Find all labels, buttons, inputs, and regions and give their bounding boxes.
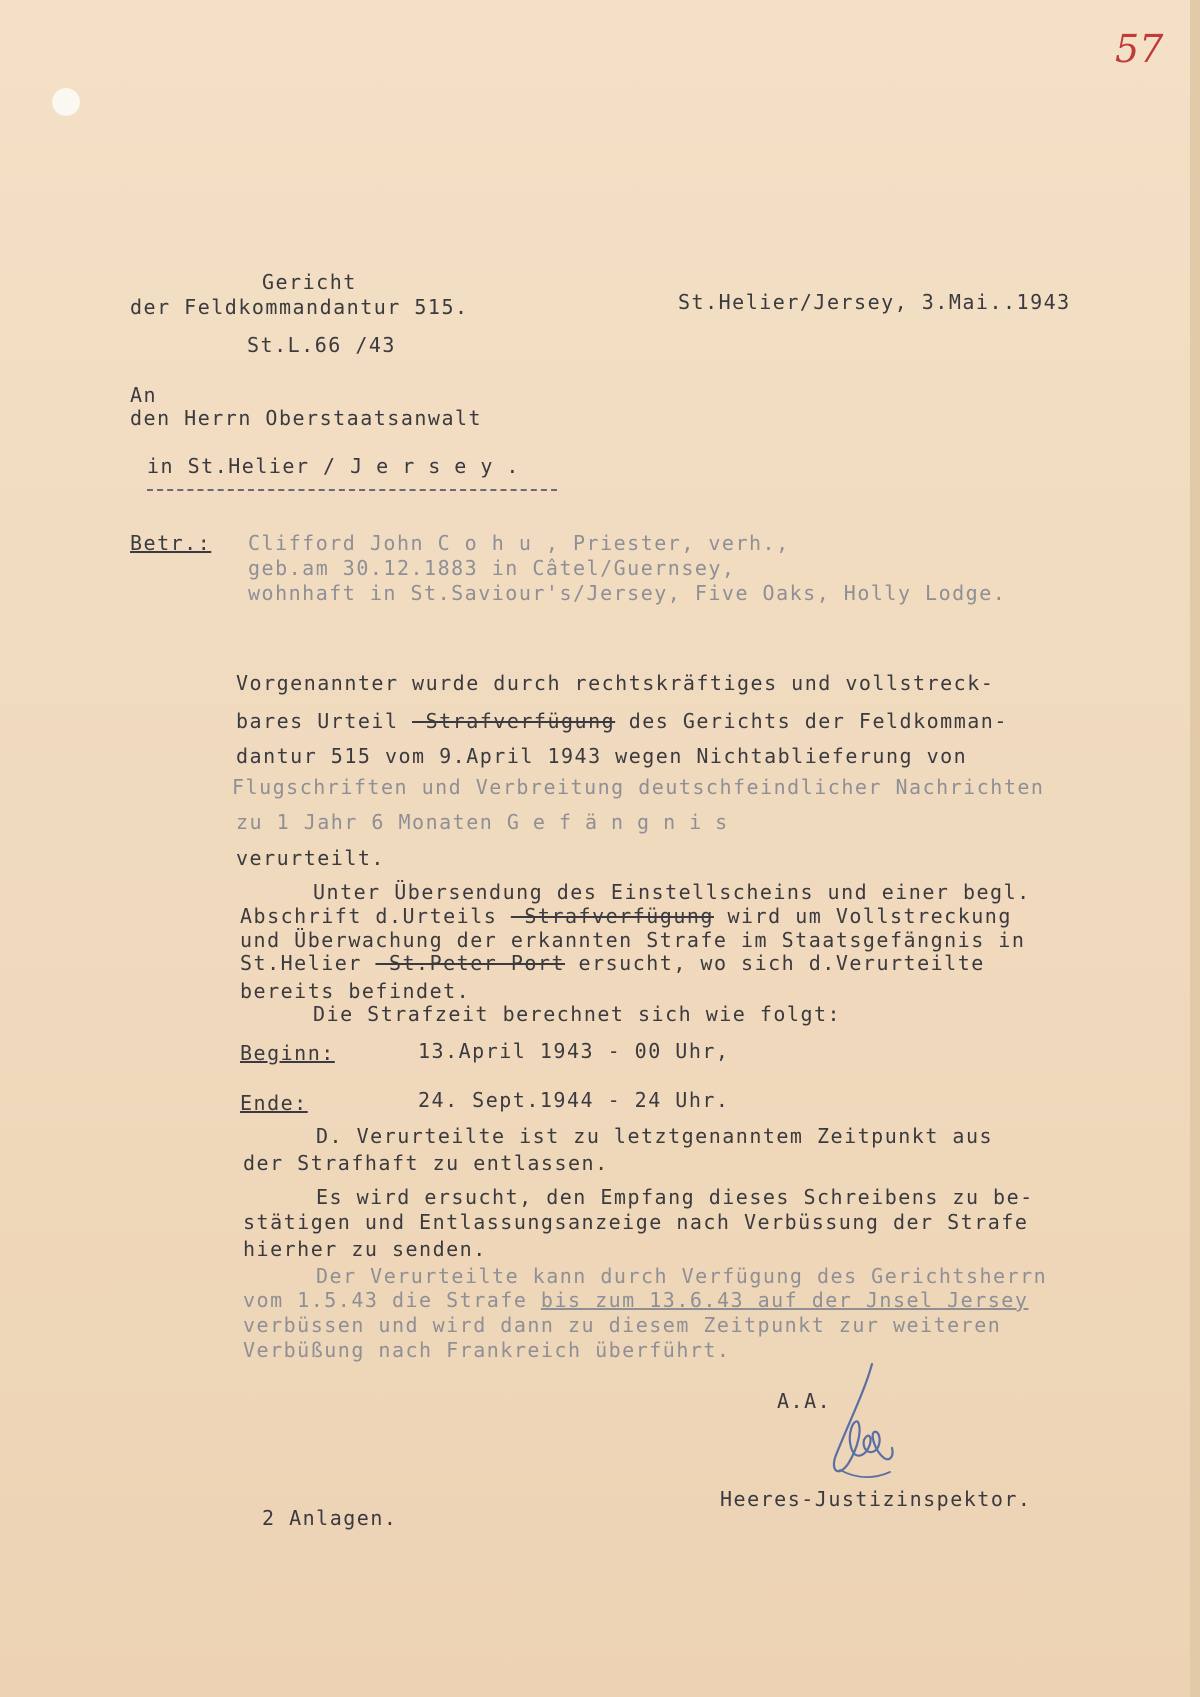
- struck-text-strafverfuegung-2: -Strafverfügung: [510, 904, 714, 928]
- ende-value: 24. Sept.1944 - 24 Uhr.: [418, 1088, 730, 1112]
- court-name-line2: der Feldkommandantur 515.: [130, 295, 469, 319]
- paragraph5-line1: Es wird ersucht, den Empfang dieses Schreibens zu be-: [316, 1185, 1034, 1209]
- paragraph1-line2: [236, 711, 1008, 731]
- paragraph6-line3: verbüssen und wird dann zu diesem Zeitpunkt zur weiteren: [243, 1313, 1002, 1337]
- paragraph2-line2-start: Abschrift d.Urteils: [240, 904, 511, 928]
- paragraph2-line1: Unter Übersendung des Einstellscheins und einer begl.: [313, 880, 1031, 904]
- paragraph3-line1: Die Strafzeit berechnet sich wie folgt:: [313, 1002, 842, 1026]
- paragraph6-line1: Der Verurteilte kann durch Verfügung des Gerichtsherrn: [316, 1264, 1048, 1288]
- enclosures: 2 Anlagen.: [262, 1506, 398, 1530]
- paragraph2-line4-end: ersucht, wo sich d.Verurteilte: [565, 951, 985, 975]
- recipient-period: .: [506, 454, 520, 478]
- paragraph2-line2-end: wird um Vollstreckung: [713, 904, 1012, 928]
- subject-label: Betr.:: [130, 531, 212, 555]
- reference-number: St.L.66 /43: [247, 333, 396, 357]
- handwritten-signature: [810, 1360, 910, 1490]
- subject-line3: wohnhaft in St.Saviour's/Jersey, Five Oaks, Holly Lodge.: [248, 581, 1007, 605]
- paragraph1-line6: verurteilt.: [236, 846, 385, 870]
- subject-line1: Clifford John C o h u , Priester, verh.,: [248, 531, 790, 555]
- paragraph1-line2-start: bares Urteil: [236, 709, 413, 733]
- recipient-line2: den Herrn Oberstaatsanwalt: [130, 406, 483, 430]
- punch-hole: [52, 88, 80, 116]
- paragraph2-line4-start: St.Helier: [240, 951, 376, 975]
- struck-text-st-peter-port: -St.Peter Port: [375, 951, 565, 975]
- recipient-city: in St.Helier /: [147, 454, 351, 478]
- paragraph1-line3: dantur 515 vom 9.April 1943 wegen Nichtablieferung von: [236, 744, 968, 768]
- page-edge: [1190, 0, 1200, 1697]
- paragraph6-line2: [243, 1290, 1028, 1310]
- underlined-period-jersey: bis zum 13.6.43 auf der Jnsel Jersey: [540, 1288, 1029, 1312]
- sentence-type: Gefängnis: [506, 810, 742, 834]
- recipient-line1: An: [130, 383, 158, 407]
- place-date: St.Helier/Jersey, 3.Mai..1943: [678, 290, 1071, 314]
- sentence-length: zu 1 Jahr 6 Monaten: [236, 810, 507, 834]
- paragraph2-line5: bereits befindet.: [240, 979, 471, 1003]
- address-dash-rule: [147, 489, 557, 491]
- recipient-island: Jersey: [350, 454, 507, 478]
- paragraph5-line2: stätigen und Entlassungsanzeige nach Verbüssung der Strafe: [243, 1210, 1029, 1234]
- signatory-title: Heeres-Justizinspektor.: [720, 1487, 1032, 1511]
- paragraph4-line2: der Strafhaft zu entlassen.: [243, 1151, 609, 1175]
- paragraph4-line1: D. Verurteilte ist zu letztgenanntem Zeitpunkt aus: [316, 1124, 994, 1148]
- beginn-value: 13.April 1943 - 00 Uhr,: [418, 1039, 730, 1063]
- paragraph1-line4: Flugschriften und Verbreitung deutschfeindlicher Nachrichten: [232, 775, 1045, 799]
- paragraph2-line2: [240, 906, 1012, 926]
- paragraph6-line4: Verbüßung nach Frankreich überführt.: [243, 1338, 731, 1362]
- folio-number: 57: [1115, 27, 1164, 71]
- subject-line2: geb.am 30.12.1883 in Câtel/Guernsey,: [248, 556, 736, 580]
- ende-label: Ende:: [240, 1091, 308, 1115]
- aa-mark: A.A.: [777, 1389, 832, 1413]
- court-name-line1: Gericht: [262, 270, 357, 294]
- paragraph1-line5: [236, 812, 741, 832]
- beginn-label: Beginn:: [240, 1041, 335, 1065]
- recipient-line3: [147, 456, 520, 476]
- paragraph6-line2-start: vom 1.5.43 die Strafe: [243, 1288, 541, 1312]
- paragraph2-line3: und Überwachung der erkannten Strafe im Staatsgefängnis in: [240, 928, 1026, 952]
- paragraph1-line2-end: des Gerichts der Feldkomman-: [615, 709, 1008, 733]
- paragraph1-line1: Vorgenannter wurde durch rechtskräftiges und vollstreck-: [236, 671, 995, 695]
- struck-text-strafverfuegung-1: -Strafverfügung: [412, 709, 616, 733]
- paragraph5-line3: hierher zu senden.: [243, 1237, 487, 1261]
- paragraph2-line4: [240, 953, 985, 973]
